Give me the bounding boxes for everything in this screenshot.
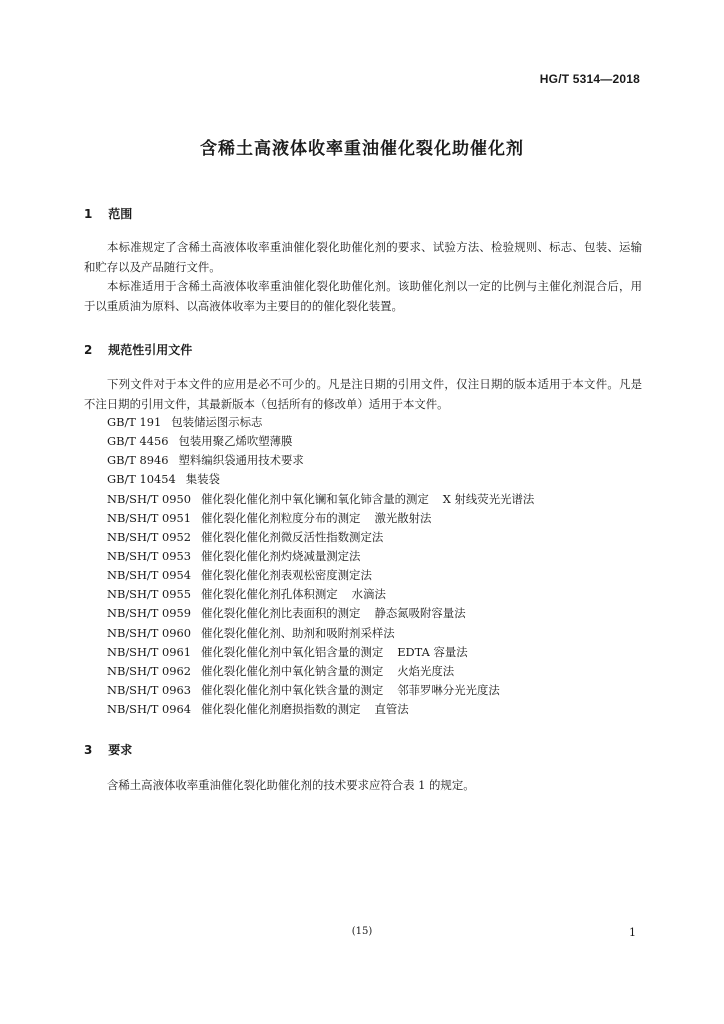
section-1-paragraph-1: 本标准规定了含稀土高液体收率重油催化裂化助催化剂的要求、试验方法、检验规则、标志、包装、运输和贮存以及产品随行文件。 (84, 240, 642, 274)
reference-item (107, 585, 534, 604)
section-1-paragraph-2: 本标准适用于含稀土高液体收率重油催化裂化助催化剂。该助催化剂以一定的比例与主催化剂混合后，用于以重质油为原料、以高液体收率为主要目的的催化裂化装置。 (84, 279, 642, 313)
reference-method: 激光散射法 (374, 510, 432, 525)
reference-item (107, 413, 534, 432)
reference-title: 催化裂化催化剂孔体积测定 (200, 587, 338, 602)
reference-code: NB/SH/T 0950 (107, 491, 191, 506)
page-number: 1 (629, 926, 636, 939)
reference-method: 静态氮吸附容量法 (374, 606, 466, 621)
section-title: 规范性引用文件 (108, 343, 193, 357)
reference-code: NB/SH/T 0955 (107, 587, 191, 602)
section-3-paragraph-1: 含稀土高液体收率重油催化裂化助催化剂的技术要求应符合表 1 的规定。 (107, 778, 475, 792)
reference-item (107, 700, 534, 719)
reference-title: 催化裂化催化剂磨损指数的测定 (200, 702, 361, 717)
reference-code: NB/SH/T 0962 (107, 663, 191, 678)
reference-item (107, 547, 534, 566)
reference-method: 水滴法 (351, 587, 386, 602)
reference-code: NB/SH/T 0960 (107, 625, 191, 640)
section-number: 1 (84, 207, 93, 221)
reference-method: X 射线荧光光谱法 (442, 491, 535, 506)
reference-title: 催化裂化催化剂粒度分布的测定 (200, 510, 361, 525)
reference-title: 催化裂化催化剂灼烧减量测定法 (200, 548, 361, 563)
reference-code: NB/SH/T 0964 (107, 702, 191, 717)
reference-code: GB/T 191 (107, 415, 162, 429)
section-2-paragraph-1: 下列文件对于本文件的应用是必不可少的。凡是注日期的引用文件，仅注日期的版本适用于本文件。凡是不注日期的引用文件，其最新版本（包括所有的修改单）适用于本文件。 (84, 377, 642, 411)
reference-code: NB/SH/T 0961 (107, 644, 191, 659)
reference-item (107, 604, 534, 623)
reference-code: NB/SH/T 0954 (107, 568, 191, 583)
reference-item (107, 566, 534, 585)
page-label: (15) (351, 926, 373, 937)
reference-title: 包装储运图示标志 (171, 415, 263, 429)
reference-item (107, 432, 534, 451)
section-title: 要求 (108, 743, 133, 757)
section-3-heading (84, 741, 132, 758)
document-title: 含稀土高液体收率重油催化裂化助催化剂 (200, 139, 524, 159)
reference-code: NB/SH/T 0952 (107, 529, 191, 544)
reference-item (107, 528, 534, 547)
reference-title: 催化裂化催化剂比表面积的测定 (200, 606, 361, 621)
reference-code: NB/SH/T 0959 (107, 606, 191, 621)
reference-method: 邻菲罗啉分光光度法 (397, 682, 500, 697)
normative-references-list (107, 413, 534, 719)
standard-code: HG/T 5314—2018 (539, 72, 640, 86)
section-title: 范围 (108, 207, 133, 221)
reference-method: 直管法 (374, 702, 409, 717)
reference-code: NB/SH/T 0951 (107, 510, 191, 525)
section-number: 3 (84, 743, 93, 757)
reference-method: EDTA 容量法 (397, 644, 468, 659)
section-1-heading (84, 205, 132, 222)
reference-code: GB/T 10454 (107, 472, 176, 487)
reference-title: 催化裂化催化剂中氧化镧和氧化铈含量的测定 (200, 491, 429, 506)
reference-item (107, 509, 534, 528)
reference-item (107, 681, 534, 700)
reference-title: 集装袋 (185, 472, 220, 487)
reference-item (107, 643, 534, 662)
reference-title: 催化裂化催化剂中氧化铝含量的测定 (200, 644, 384, 659)
reference-code: NB/SH/T 0963 (107, 682, 191, 697)
reference-title: 催化裂化催化剂微反活性指数测定法 (200, 529, 384, 544)
reference-item (107, 490, 534, 509)
reference-title: 催化裂化催化剂中氧化钠含量的测定 (200, 663, 384, 678)
reference-item (107, 470, 534, 489)
reference-code: GB/T 4456 (107, 434, 169, 449)
reference-code: NB/SH/T 0953 (107, 548, 191, 563)
reference-item (107, 624, 534, 643)
reference-title: 催化裂化催化剂、助剂和吸附剂采样法 (200, 625, 395, 640)
reference-title: 包装用聚乙烯吹塑薄膜 (178, 434, 293, 449)
reference-title: 催化裂化催化剂表观松密度测定法 (200, 568, 372, 583)
reference-title: 催化裂化催化剂中氧化铁含量的测定 (200, 682, 384, 697)
reference-item (107, 451, 534, 470)
reference-method: 火焰光度法 (397, 663, 455, 678)
reference-code: GB/T 8946 (107, 453, 169, 468)
reference-title: 塑料编织袋通用技术要求 (178, 453, 304, 468)
section-number: 2 (84, 343, 93, 357)
reference-item (107, 662, 534, 681)
section-2-heading (84, 341, 192, 358)
